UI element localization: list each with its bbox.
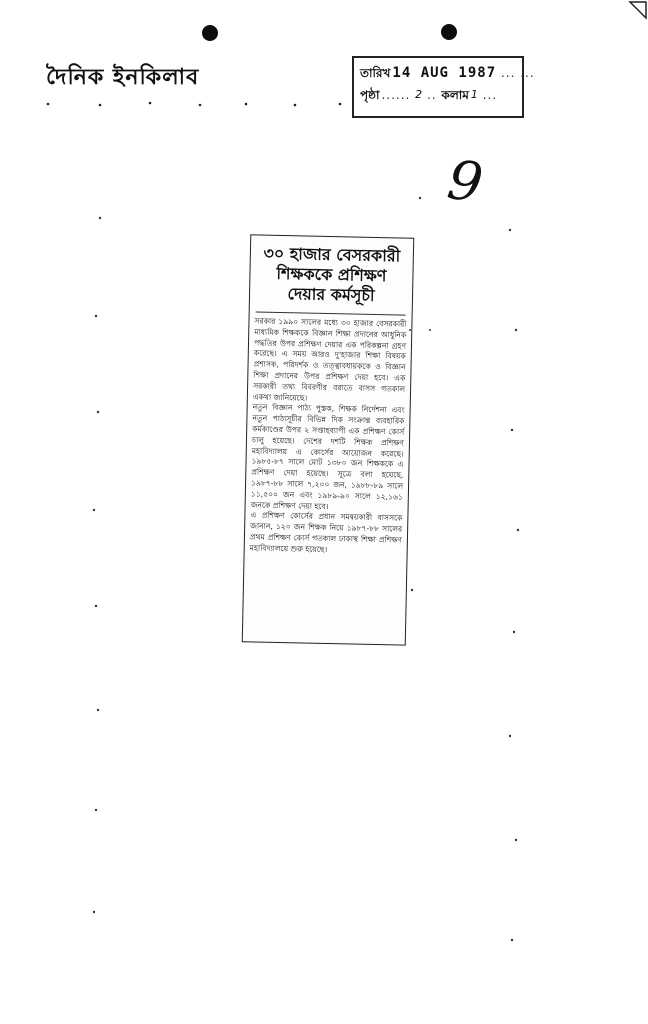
date-stamp [352, 56, 535, 118]
stamp-page-row [360, 84, 516, 106]
stamp-date-label: তারিখ [360, 66, 391, 80]
stamp-page-label: পৃষ্ঠা [360, 88, 380, 102]
stamp-dots: ...... [381, 88, 416, 102]
speckle-dots [40, 100, 350, 110]
body-paragraph: নতুন বিজ্ঞান পাঠ্য পুস্তক, শিক্ষক নির্দেশনা এবং নতুন পাঠ্যসূচীর বিভিন্ন দিক সংক্রান্ত ব্যবহারিক কর্মকাণ্ডের উপর ২ সপ্তাহব্যাপী এক প্রশিক্ষণ কোর্স চালু হয়েছে। দেশের দশটি শিক্ষক প্রশিক্ষণ মহাবিদ্যালয় এ কোর্সের আয়োজন করেছে। ১৯৮৫-৮৭ সালে মোট ১৩৮০ জন শিক্ষককে এ প্রশিক্ষণ দেয়া হয়েছে। সূত্রে বলা হয়েছে, ১৯৮৭-৮৮ সালে ৭,২০০ জন, ১৯৮৮-৮৯ সালে ১১,৫০০ জন এবং ১৯৮৯-৯০ সালে ১২,১৬১ জনকে প্রশিক্ষণ দেয়া হবে। [250, 402, 405, 511]
stamp-dots: ... ... [496, 66, 535, 80]
body-paragraph: এ প্রশিক্ষণ কোর্সের প্রধান সমন্বয়কারী বাসসকে জানান, ১২০ জন শিক্ষক নিয়ে ১৯৮৭-৮৮ সালের প্রথম প্রশিক্ষণ কোর্স গতকাল ঢাকাস্থ শিক্ষা প্রশিক্ষণ মহাবিদ্যালয়ে শুরু হয়েছে। [249, 510, 403, 554]
binder-hole-left [202, 25, 218, 41]
clipping-headline [250, 235, 414, 312]
stamp-date-value: 14 AUG 1987 [392, 65, 497, 81]
stamp-page-value: 2 [415, 88, 423, 101]
clipping-body [245, 316, 412, 557]
binder-hole-right [441, 24, 457, 40]
handwritten-page-number: 9 [443, 147, 487, 216]
headline-line: শিক্ষককে প্রশিক্ষণ [276, 263, 387, 286]
stamp-column-label: কলাম [441, 88, 469, 102]
headline-line: দেয়ার কর্মসূচী [287, 284, 375, 305]
stamp-dots: ... [477, 88, 498, 102]
newspaper-name: দৈনিক ইনকিলাব [46, 64, 200, 90]
stamp-column-value: 1 [470, 88, 478, 101]
stamp-date-row [360, 62, 535, 84]
body-paragraph: সরকার ১৯৯০ সালের মধ্যে ৩০ হাজার বেসরকারী মাধ্যমিক শিক্ষককে বিজ্ঞান শিক্ষা প্রদানের আধুনিক পদ্ধতির উপর প্রশিক্ষণ দেয়ার এক পরিকল্পনা গ্রহণ করেছে। এ সময় আরও দু'হাজার শিক্ষা বিষয়ক প্রশাসক, পরিদর্শক ও তত্ত্বাবধায়ককে ও বিজ্ঞান শিক্ষা প্রদানের উপর প্রশিক্ষণ দেয়া হবে। এক সরকারী তথ্য বিবরণীর বরাতে বাসস গতকাল একথা জানিয়েছে। [252, 316, 407, 403]
corner-fold [620, 0, 648, 28]
headline-line: ৩০ হাজার বেসরকারী [263, 243, 401, 266]
stamp-dots: .. [422, 88, 442, 102]
newspaper-clipping [242, 234, 415, 645]
